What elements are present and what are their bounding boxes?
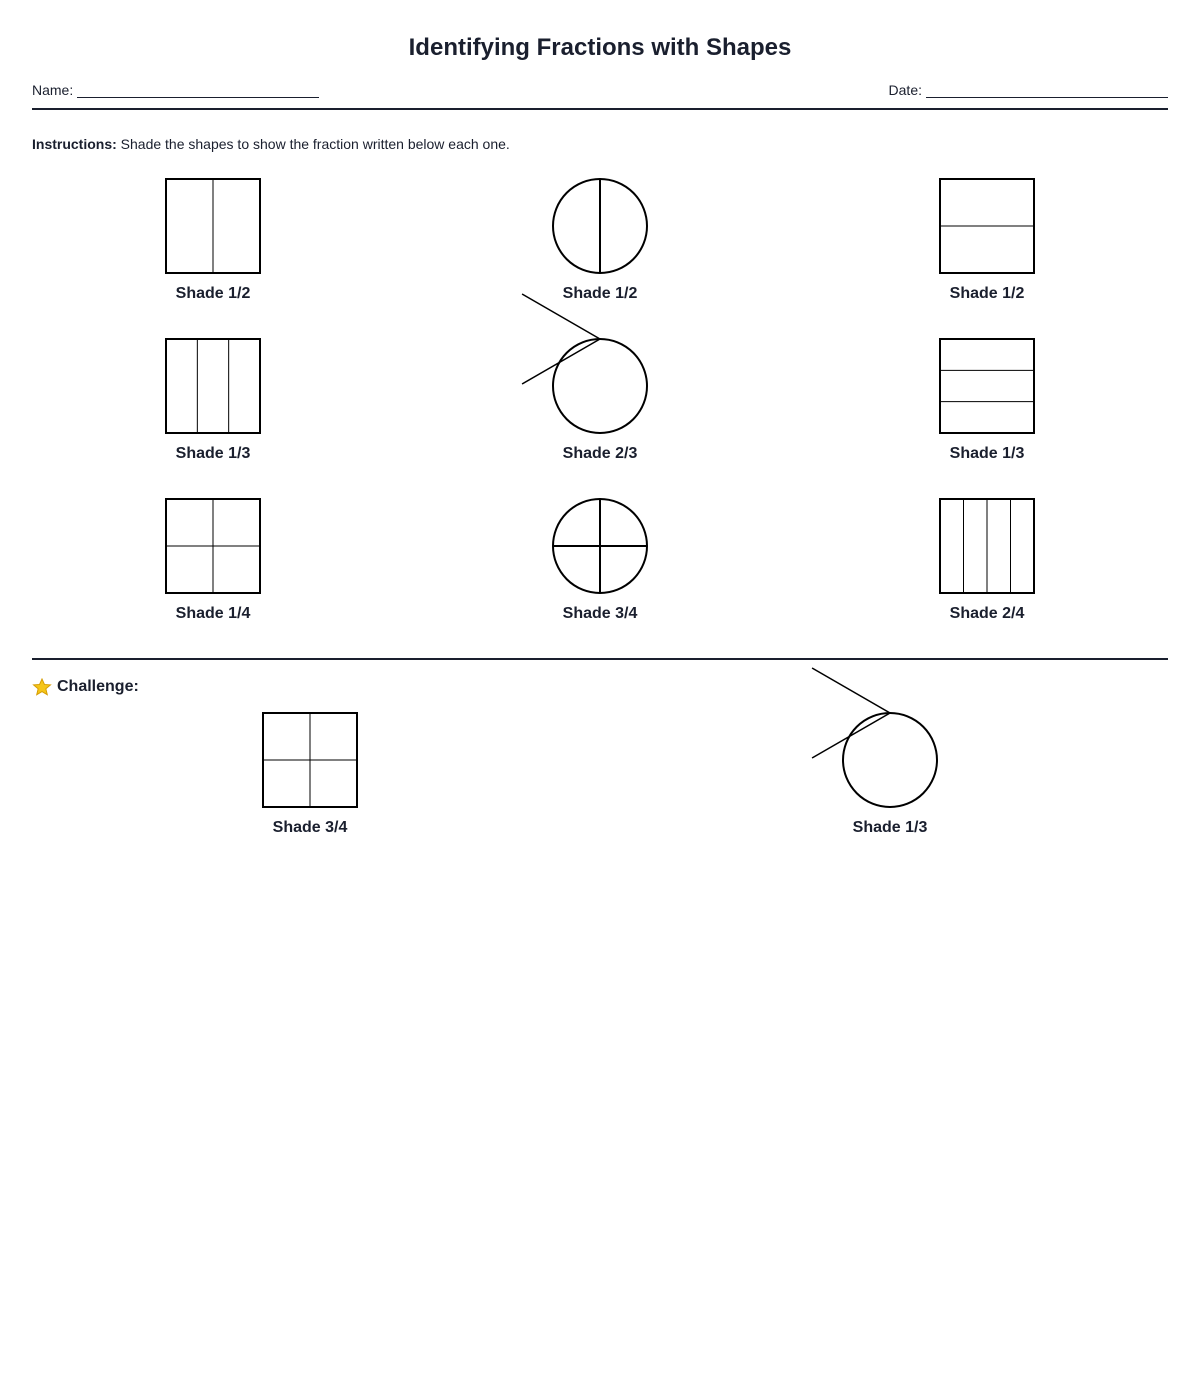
instructions-text: Shade the shapes to show the fraction written below each one. — [116, 136, 510, 152]
circle-outline — [843, 713, 937, 807]
challenge-label: Challenge: — [57, 678, 139, 695]
date-label: Date: — [888, 82, 922, 98]
challenge-divider — [32, 658, 1168, 660]
name-line[interactable] — [77, 83, 319, 98]
instructions — [32, 136, 510, 152]
square-outline — [940, 339, 1034, 433]
division-line — [812, 713, 890, 758]
instructions-label: Instructions: — [32, 136, 117, 152]
square-shape[interactable] — [939, 178, 1035, 274]
fraction-label: Shade 1/4 — [175, 605, 251, 622]
square-shape[interactable] — [939, 498, 1035, 594]
page-title: Identifying Fractions with Shapes — [408, 34, 792, 61]
square-shape[interactable] — [165, 498, 261, 594]
fraction-label: Shade 1/3 — [949, 445, 1025, 462]
circle-shape[interactable] — [552, 498, 648, 594]
fraction-label: Shade 2/4 — [949, 605, 1025, 622]
circle-shape[interactable] — [842, 712, 938, 808]
square-shape[interactable] — [165, 178, 261, 274]
challenge-heading — [32, 678, 139, 696]
fraction-label: Shade 3/4 — [272, 819, 348, 836]
date-line[interactable] — [926, 83, 1168, 98]
circle-shape[interactable] — [552, 178, 648, 274]
fraction-label: Shade 2/3 — [562, 445, 638, 462]
name-field — [32, 82, 319, 98]
square-shape[interactable] — [939, 338, 1035, 434]
date-field — [889, 82, 1168, 98]
fraction-label: Shade 1/3 — [175, 445, 251, 462]
star-icon — [32, 678, 52, 696]
square-shape[interactable] — [165, 338, 261, 434]
fraction-label: Shade 1/2 — [949, 285, 1025, 302]
fraction-label: Shade 1/2 — [175, 285, 251, 302]
fraction-label: Shade 1/2 — [562, 285, 638, 302]
square-shape[interactable] — [262, 712, 358, 808]
fraction-label: Shade 1/3 — [852, 819, 928, 836]
name-label: Name: — [32, 82, 74, 98]
header-divider — [32, 108, 1168, 110]
fraction-label: Shade 3/4 — [562, 605, 638, 622]
division-line — [812, 668, 890, 713]
circle-shape[interactable] — [552, 338, 648, 434]
circle-outline — [553, 339, 647, 433]
division-line — [522, 339, 600, 384]
square-outline — [166, 339, 260, 433]
